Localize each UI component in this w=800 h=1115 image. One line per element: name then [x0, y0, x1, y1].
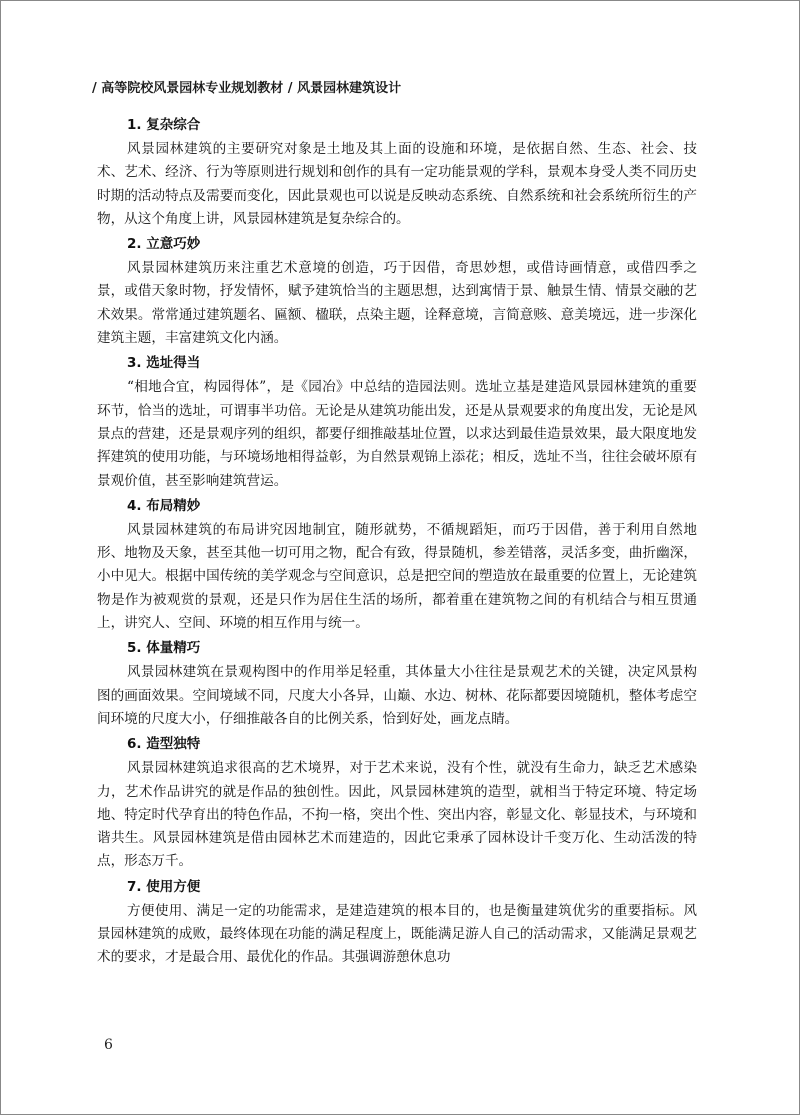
section-2: [97, 231, 697, 350]
page-body: [97, 112, 697, 970]
section-5: [97, 635, 697, 731]
section-heading: 6. 造型独特: [127, 736, 201, 753]
section-heading: 4. 布局精妙: [127, 497, 201, 514]
section-7: [97, 874, 697, 970]
page-number: 6: [104, 1037, 113, 1053]
section-paragraph: 风景园林建筑的主要研究对象是土地及其上面的设施和环境，是依据自然、生态、社会、技术、艺术、经济、行为等原则进行规划和创作的具有一定功能景观的学科，景观本身受人类不同历史时期的活动特点及需要而变化，因此景观也可以说是反映动态系统、自然系统和社会系统所衍生的产物，从这个角度上讲，风景园林建筑是复杂综合的。: [97, 141, 697, 227]
section-6: [97, 731, 697, 873]
section-heading: 2. 立意巧妙: [127, 236, 201, 253]
section-heading: 3. 选址得当: [127, 355, 201, 372]
section-heading: 5. 体量精巧: [127, 640, 201, 657]
section-heading: 7. 使用方便: [127, 878, 201, 895]
section-paragraph: 方便使用、满足一定的功能需求，是建造建筑的根本目的，也是衡量建筑优劣的重要指标。风景园林建筑的成败，最终体现在功能的满足程度上，既能满足游人自己的活动需求，又能满足景观艺术的要求，才是最合用、最优化的作品。其强调游憩休息功: [97, 902, 697, 966]
section-paragraph: 风景园林建筑追求很高的艺术境界，对于艺术来说，没有个性，就没有生命力，缺乏艺术感染力，艺术作品讲究的就是作品的独创性。因此，风景园林建筑的造型，就相当于特定环境、特定场地、特定时代孕育出的特色作品，不拘一格，突出个性、突出内容，彰显文化、彰显技术，与环境和谐共生。风景园林建筑是借由园林艺术而建造的，因此它秉承了园林设计千变万化、生动活泼的特点，形态万千。: [97, 760, 697, 870]
section-paragraph: 风景园林建筑在景观构图中的作用举足轻重，其体量大小往往是景观艺术的关键，决定风景构图的画面效果。空间境域不同，尺度大小各异，山巅、水边、树林、花际都要因境随机，整体考虑空间环境的尺度大小，仔细推敲各自的比例关系，恰到好处，画龙点睛。: [97, 664, 697, 727]
section-3: [97, 350, 697, 492]
section-paragraph: 风景园林建筑的布局讲究因地制宜，随形就势，不循规蹈矩，而巧于因借，善于利用自然地形、地物及天象，甚至其他一切可用之物，配合有致，得景随机，参差错落，灵活多变，曲折幽深，小中见大。根据中国传统的美学观念与空间意识，总是把空间的塑造放在最重要的位置上，无论建筑物是作为被观赏的景观，还是只作为居住生活的场所，都着重在建筑物之间的有机结合与相互贯通上，讲究人、空间、环境的相互作用与统一。: [97, 521, 697, 632]
section-4: [97, 493, 697, 635]
section-1: [97, 112, 697, 231]
section-paragraph: 风景园林建筑历来注重艺术意境的创造，巧于因借，奇思妙想，或借诗画情意，或借四季之景，或借天象时物，抒发情怀，赋予建筑恰当的主题思想，达到寓情于景、触景生情、情景交融的艺术效果。常常通过建筑题名、匾额、楹联，点染主题，诠释意境，言简意赅、意美境远，进一步深化建筑主题，丰富建筑文化内涵。: [97, 260, 697, 347]
section-heading: 1. 复杂综合: [127, 117, 201, 133]
section-paragraph: “相地合宜，构园得体”，是《园冶》中总结的造园法则。选址立基是建造风景园林建筑的重要环节，恰当的选址，可谓事半功倍。无论是从建筑功能出发，还是从景观要求的角度出发，无论是风景点的营建，还是景观序列的组织，都要仔细推敲基址位置，以求达到最佳造景效果，最大限度地发挥建筑的使用功能，与环境场地相得益彰，为自然景观锦上添花；相反，选址不当，往往会破坏原有景观价值，甚至影响建筑营运。: [97, 379, 697, 489]
running-header: / 高等院校风景园林专业规划教材 / 风景园林建筑设计: [92, 81, 402, 96]
